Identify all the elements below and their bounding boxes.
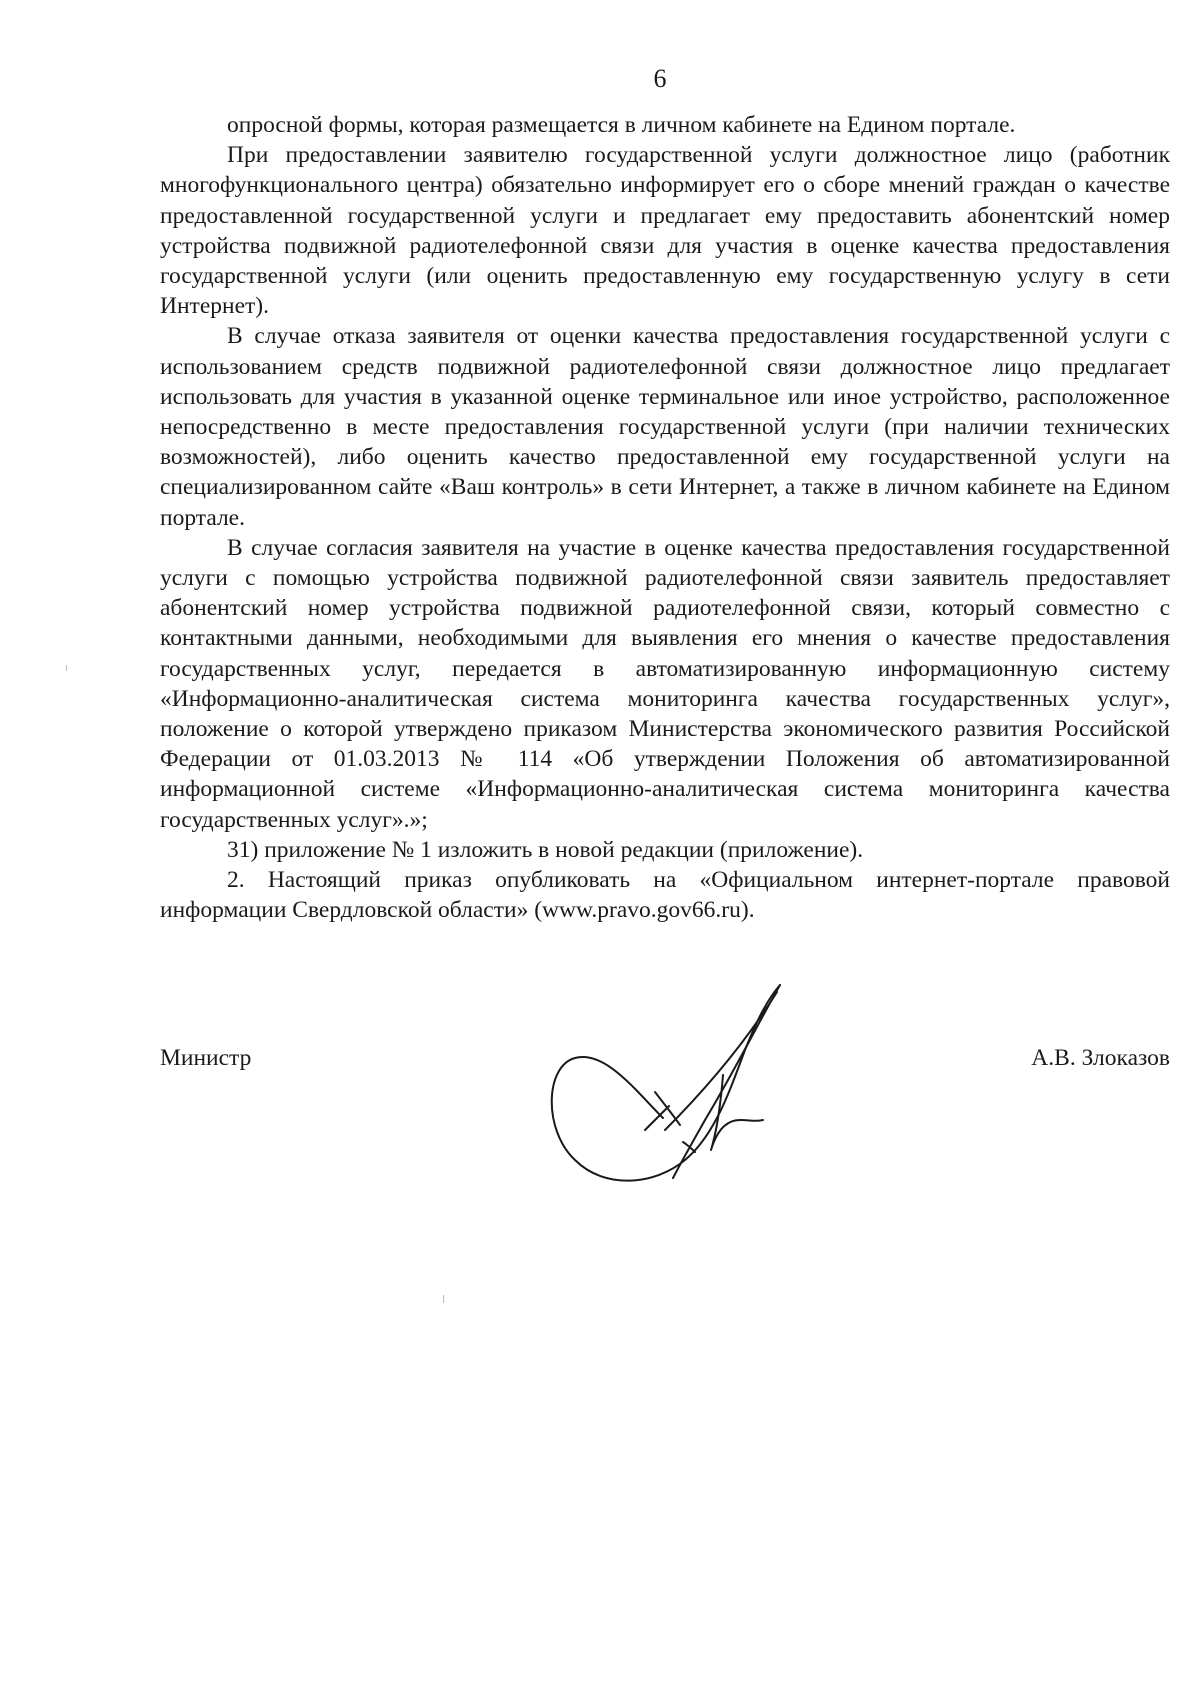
paragraph-refusal-case: В случае отказа заявителя от оценки качества предоставления государственной услуги с использованием средств подвижной радиотелефонной связи должностное лицо предлагает использовать для участия в указанной оценке терминальное или иное устройство, расположенное непосредственно в месте предоставления государственной услуги (при наличии технических возможностей), либо оценить качество предоставленной ему государственной услуги на специализированном сайте «Ваш контроль» в сети Интернет, а также в личном кабинете на Едином портале. (160, 323, 1170, 531)
scan-speck (66, 665, 67, 671)
page-number: 6 (653, 64, 667, 93)
signer-name: А.В. Злоказов (1031, 1045, 1170, 1071)
paragraph-continuation: опросной формы, которая размещается в личном кабинете на Едином портале. (227, 112, 1016, 138)
signer-title: Министр (160, 1045, 252, 1071)
paragraph-publish-order: 2. Настоящий приказ опубликовать на «Официальном интернет-портале правовой информации Свердловской области» (www.pravo.gov66.ru). (160, 867, 1170, 924)
scan-speck (443, 1295, 444, 1303)
paragraph-consent-case: В случае согласия заявителя на участие в оценке качества предоставления государственной услуги с помощью устройства подвижной радиотелефонной связи заявитель предоставляет абонентский номер устройства подвижной радиотелефонной связи, который совместно с контактными данными, необходимыми для выявления его мнения о качестве предоставления государственных услуг, передается в автоматизированную информационную систему «Информационно-аналитическая система мониторинга качества государственных услуг», положение о которой утверждено приказом Министерства экономического развития Российской Федерации от 01.03.2013 № 114 «Об утверждении Положения об автоматизированной информационной системе «Информационно-аналитическая система мониторинга качества государственных услуг».»; (160, 534, 1170, 833)
document-body (160, 110, 1170, 925)
handwritten-signature-icon (545, 980, 805, 1200)
paragraph-appendix-item: 31) приложение № 1 изложить в новой редакции (приложение). (227, 836, 864, 863)
paragraph-inform-applicant: При предоставлении заявителю государственной услуги должностное лицо (работник многофункционального центра) обязательно информирует его о сборе мнений граждан о качестве предоставленной государственной услуги и предлагает ему предоставить абонентский номер устройства подвижной радиотелефонной связи для участия в оценке качества предоставления государственной услуги (или оценить предоставленную ему государственную услугу в сети Интернет). (160, 142, 1170, 320)
